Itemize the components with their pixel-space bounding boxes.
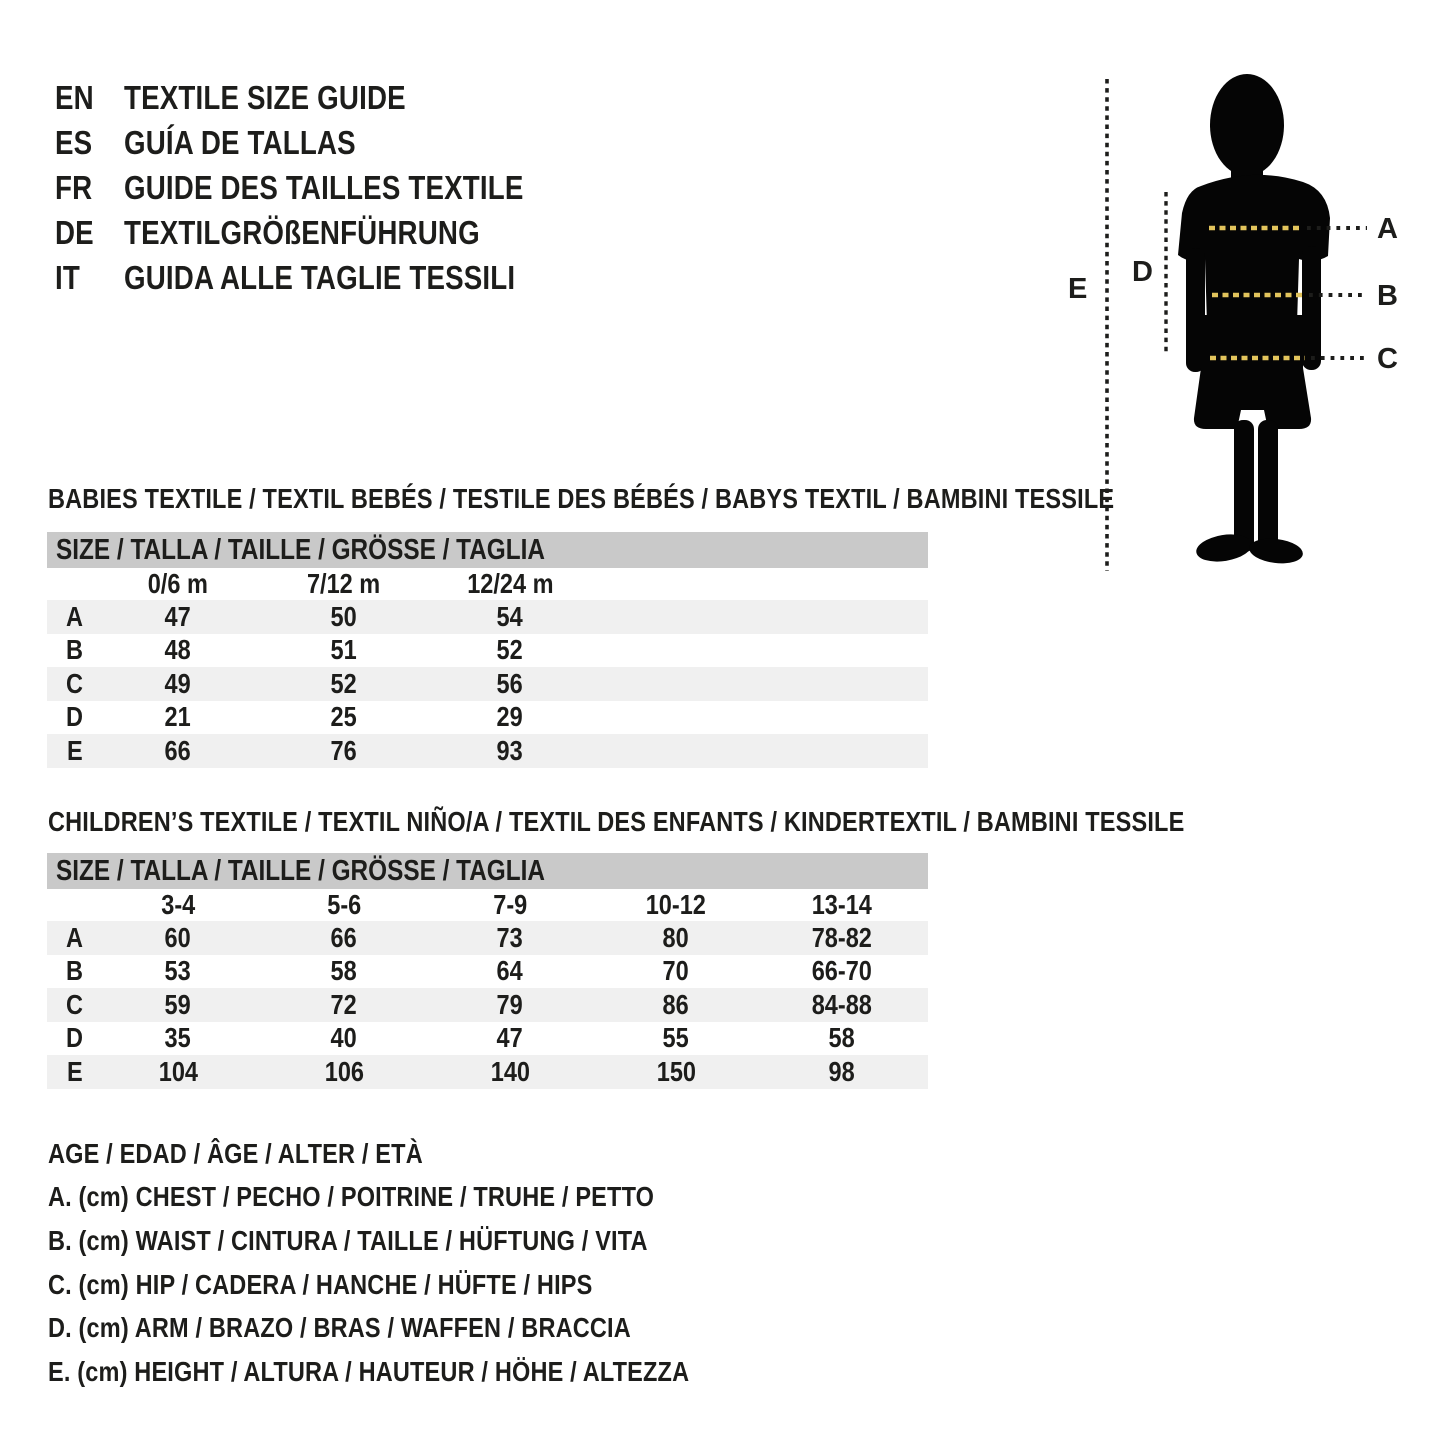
cell-value: 52 xyxy=(330,667,358,699)
cell-value: 78-82 xyxy=(811,921,873,953)
cell-value: 59 xyxy=(164,988,192,1020)
row-label: D xyxy=(65,1022,83,1054)
label-e: E xyxy=(1068,273,1088,305)
lang-code-en: EN xyxy=(55,78,94,116)
column-header: 7/12 m xyxy=(307,568,381,599)
label-b: B xyxy=(1377,280,1398,312)
column-header: 0/6 m xyxy=(147,568,209,599)
table-row xyxy=(47,1055,928,1089)
babies-size-header-label: SIZE / TALLA / TAILLE / GRÖSSE / TAGLIA xyxy=(56,533,545,566)
cell-value: 70 xyxy=(662,955,690,987)
cell-value: 52 xyxy=(496,634,524,666)
cell-value: 47 xyxy=(164,600,192,632)
lang-code-it: IT xyxy=(55,258,80,296)
cell-value: 50 xyxy=(330,600,358,632)
lang-row-en xyxy=(55,75,600,120)
cell-value: 35 xyxy=(164,1022,192,1054)
cell-value: 140 xyxy=(490,1055,530,1087)
lang-code-fr: FR xyxy=(55,168,93,206)
row-label: B xyxy=(65,955,83,987)
cell-value: 84-88 xyxy=(811,988,873,1020)
torso xyxy=(1203,315,1303,377)
cell-value: 66 xyxy=(330,921,358,953)
label-c: C xyxy=(1377,343,1398,375)
left-arm xyxy=(1186,248,1205,372)
cell-value: 72 xyxy=(330,988,358,1020)
lang-row-es xyxy=(55,120,600,165)
cell-value: 29 xyxy=(496,701,524,733)
cell-value: 86 xyxy=(662,988,690,1020)
measurement-legend xyxy=(48,1132,811,1394)
legend-line-height: E. (cm) HEIGHT / ALTURA / HAUTEUR / HÖHE / ALTEZZA xyxy=(48,1355,690,1387)
label-a: A xyxy=(1377,213,1398,245)
cell-value: 49 xyxy=(164,667,192,699)
children-column-headers xyxy=(47,889,928,921)
right-shoe xyxy=(1248,536,1305,566)
column-header: 10-12 xyxy=(645,889,707,920)
table-row xyxy=(47,921,928,955)
column-header: 5-6 xyxy=(327,889,361,920)
column-header: 7-9 xyxy=(493,889,527,920)
cell-value: 58 xyxy=(330,955,358,987)
cell-value: 66-70 xyxy=(811,955,873,987)
cell-value: 104 xyxy=(158,1055,198,1087)
table-row xyxy=(47,734,928,768)
babies-size-header-bar xyxy=(47,532,928,568)
table-row xyxy=(47,634,928,668)
column-header: 13-14 xyxy=(811,889,873,920)
cell-value: 55 xyxy=(662,1022,690,1054)
column-header: 12/24 m xyxy=(466,568,554,599)
cell-value: 106 xyxy=(324,1055,364,1087)
cell-value: 150 xyxy=(656,1055,696,1087)
row-label: D xyxy=(65,701,83,733)
row-label: E xyxy=(66,734,83,766)
table-row xyxy=(47,955,928,989)
row-label: A xyxy=(65,921,83,953)
row-label: A xyxy=(65,600,83,632)
children-section-title: CHILDREN’S TEXTILE / TEXTIL NIÑO/A / TEXTIL DES ENFANTS / KINDERTEXTIL / BAMBINI TESSILE xyxy=(48,806,1185,837)
legend-line-hip: C. (cm) HIP / CADERA / HANCHE / HÜFTE / HIPS xyxy=(48,1268,593,1300)
children-size-table xyxy=(47,853,928,1089)
children-size-header-bar xyxy=(47,853,928,889)
cell-value: 56 xyxy=(496,667,524,699)
legend-line-age: AGE / EDAD / ÂGE / ALTER / ETÀ xyxy=(48,1137,423,1169)
cell-value: 66 xyxy=(164,734,192,766)
cell-value: 54 xyxy=(496,600,524,632)
cell-value: 47 xyxy=(496,1022,524,1054)
legend-line-waist: B. (cm) WAIST / CINTURA / TAILLE / HÜFTUNG / VITA xyxy=(48,1224,648,1256)
cell-value: 25 xyxy=(330,701,358,733)
cell-value: 53 xyxy=(164,955,192,987)
cell-value: 98 xyxy=(828,1055,856,1087)
lang-code-de: DE xyxy=(55,213,94,251)
cell-value: 40 xyxy=(330,1022,358,1054)
title-es: GUÍA DE TALLAS xyxy=(124,123,356,161)
cell-value: 58 xyxy=(828,1022,856,1054)
babies-section-title: BABIES TEXTILE / TEXTIL BEBÉS / TESTILE DES BÉBÉS / BABYS TEXTIL / BAMBINI TESSILE xyxy=(48,483,1115,514)
cell-value: 79 xyxy=(496,988,524,1020)
babies-size-table xyxy=(47,532,928,768)
row-label: B xyxy=(65,634,83,666)
table-row xyxy=(47,667,928,701)
table-row xyxy=(47,701,928,735)
children-size-header-label: SIZE / TALLA / TAILLE / GRÖSSE / TAGLIA xyxy=(56,854,545,887)
lang-row-de xyxy=(55,210,600,255)
row-label: C xyxy=(65,667,83,699)
table-row xyxy=(47,988,928,1022)
babies-column-headers xyxy=(47,568,928,600)
title-it: GUIDA ALLE TAGLIE TESSILI xyxy=(124,258,516,296)
cell-value: 76 xyxy=(330,734,358,766)
legend-line-arm: D. (cm) ARM / BRAZO / BRAS / WAFFEN / BRACCIA xyxy=(48,1312,631,1344)
right-arm xyxy=(1302,246,1321,370)
column-header: 3-4 xyxy=(161,889,195,920)
legend-line-chest: A. (cm) CHEST / PECHO / POITRINE / TRUHE / PETTO xyxy=(48,1181,655,1213)
cell-value: 93 xyxy=(496,734,524,766)
language-title-block xyxy=(55,75,600,300)
lang-code-es: ES xyxy=(55,123,93,161)
cell-value: 80 xyxy=(662,921,690,953)
lang-row-it xyxy=(55,255,600,300)
shorts xyxy=(1194,368,1311,429)
row-label: C xyxy=(65,988,83,1020)
cell-value: 21 xyxy=(164,701,192,733)
lang-row-fr xyxy=(55,165,600,210)
cell-value: 51 xyxy=(330,634,358,666)
title-de: TEXTILGRÖßENFÜHRUNG xyxy=(124,213,480,251)
table-row xyxy=(47,1022,928,1056)
title-fr: GUIDE DES TAILLES TEXTILE xyxy=(124,168,524,206)
cell-value: 64 xyxy=(496,955,524,987)
cell-value: 60 xyxy=(164,921,192,953)
table-row xyxy=(47,600,928,634)
cell-value: 48 xyxy=(164,634,192,666)
row-label: E xyxy=(66,1055,83,1087)
title-en: TEXTILE SIZE GUIDE xyxy=(124,78,406,116)
cell-value: 73 xyxy=(496,921,524,953)
label-d: D xyxy=(1132,256,1153,288)
